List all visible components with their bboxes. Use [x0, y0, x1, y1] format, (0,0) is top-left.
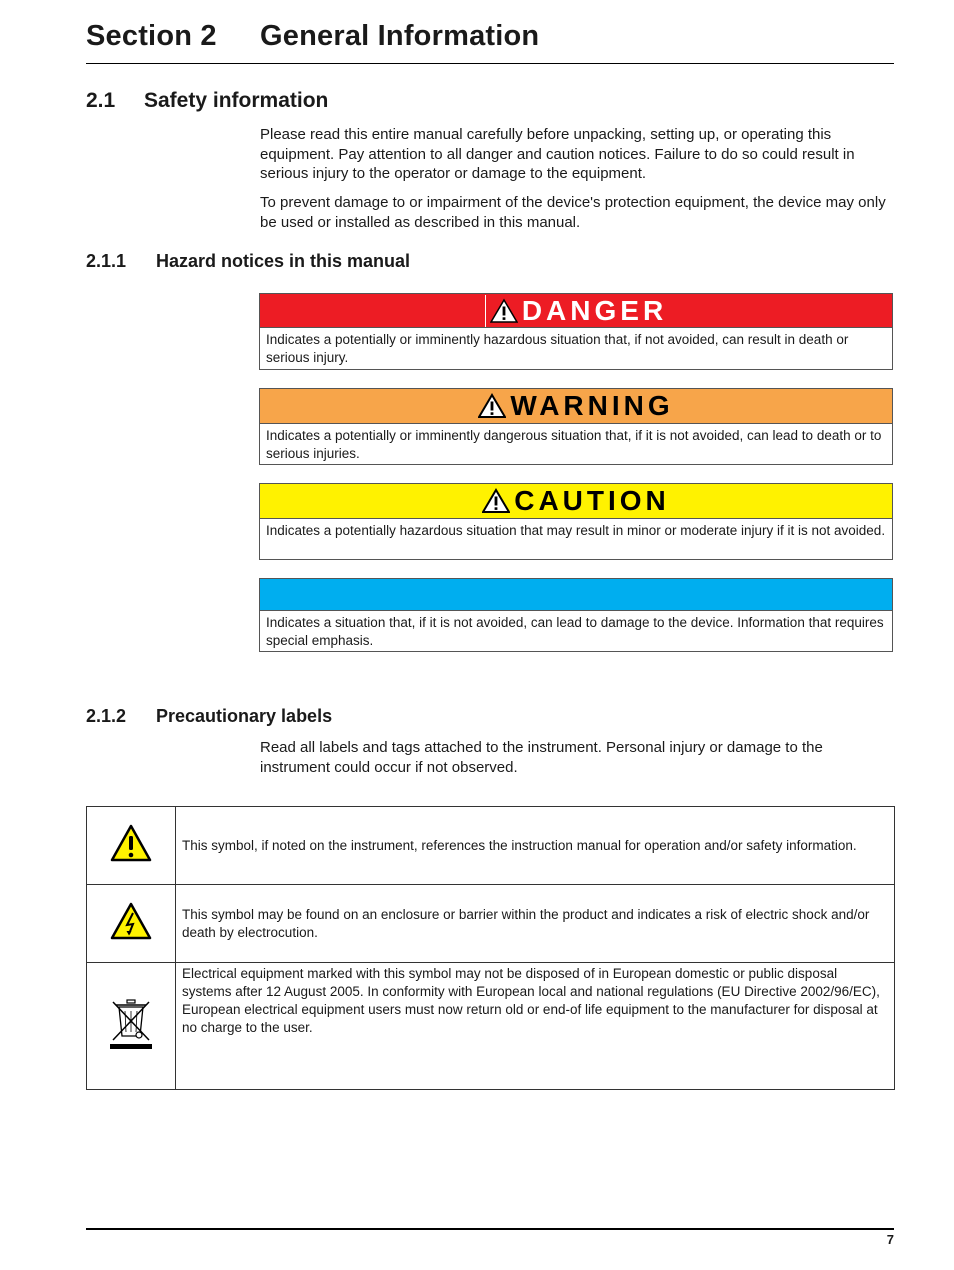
symbol-cell [87, 807, 176, 885]
hazard-title: Hazard notices in this manual [156, 251, 411, 271]
table-row [87, 963, 895, 1090]
labels-intro: Read all labels and tags attached to the instrument. Personal injury or damage to the instrument could occur if not observed. [260, 739, 823, 776]
electric-shock-icon [110, 902, 152, 940]
danger-divider [485, 295, 486, 327]
section-title [86, 20, 539, 53]
section-heading: General Information [260, 20, 540, 52]
danger-notice [259, 293, 893, 370]
danger-header [260, 294, 892, 328]
section-number: Section 2 [86, 20, 217, 52]
labels-title: Precautionary labels [156, 706, 333, 726]
caution-header [260, 484, 892, 519]
safety-para-2: To prevent damage to or impairment of the device's protection equipment, the device may only be used or installed as described in this manual. [260, 194, 886, 231]
precautionary-labels-table [86, 806, 895, 1090]
danger-triangle-icon [490, 298, 518, 324]
notice-notice [259, 578, 893, 652]
danger-label: DANGER [521, 294, 668, 326]
labels-number: 2.1.2 [86, 706, 127, 726]
hazard-heading [86, 251, 410, 272]
caution-text: Indicates a potentially hazardous situation that may result in minor or moderate injury if it is not avoided. [266, 523, 886, 538]
warning-notice [259, 388, 893, 465]
notice-text: Indicates a situation that, if it is not avoided, can lead to damage to the device. Information that requires special emphasis. [266, 615, 884, 648]
safety-heading [86, 89, 328, 113]
symbol-cell [87, 885, 176, 963]
warning-triangle-icon [110, 824, 152, 862]
weee-bin-icon [107, 996, 155, 1052]
caution-notice [259, 483, 893, 560]
symbol-description: This symbol may be found on an enclosure or barrier within the product and indicates a risk of electric shock and/or death by electrocution. [176, 885, 895, 963]
symbol-description: Electrical equipment marked with this symbol may not be disposed of in European domestic or public disposal systems after 12 August 2005. In conformity with European local and national regulations (EU Directive 2002/96/EC), European electrical equipment users must now return old or end-of life equipment to the manufacturer for disposal at no charge to the user. [176, 963, 895, 1090]
warning-label: WARNING [510, 390, 674, 421]
warning-triangle-icon [478, 393, 506, 419]
labels-heading [86, 706, 332, 727]
safety-title: Safety information [144, 89, 329, 112]
safety-number: 2.1 [86, 89, 116, 112]
page-number: 7 [886, 1232, 894, 1247]
footer-rule [86, 1228, 894, 1230]
safety-para-1: Please read this entire manual carefully before unpacking, setting up, or operating this equipment. Pay attention to all danger and caution notices. Failure to do so could result in serious injury to the operator or damage to the equipment. [260, 126, 855, 182]
table-row [87, 885, 895, 963]
table-row [87, 807, 895, 885]
warning-header [260, 389, 892, 424]
hazard-number: 2.1.1 [86, 251, 127, 271]
warning-text: Indicates a potentially or imminently dangerous situation that, if it is not avoided, can lead to death or to serious injuries. [266, 428, 882, 461]
caution-label: CAUTION [514, 485, 670, 516]
notice-header [260, 579, 892, 611]
symbol-description: This symbol, if noted on the instrument, references the instruction manual for operation and/or safety information. [176, 807, 895, 885]
danger-text: Indicates a potentially or imminently hazardous situation that, if not avoided, can result in death or serious injury. [266, 332, 849, 365]
caution-triangle-icon [482, 488, 510, 514]
symbol-cell [87, 963, 176, 1090]
top-rule [86, 63, 894, 64]
